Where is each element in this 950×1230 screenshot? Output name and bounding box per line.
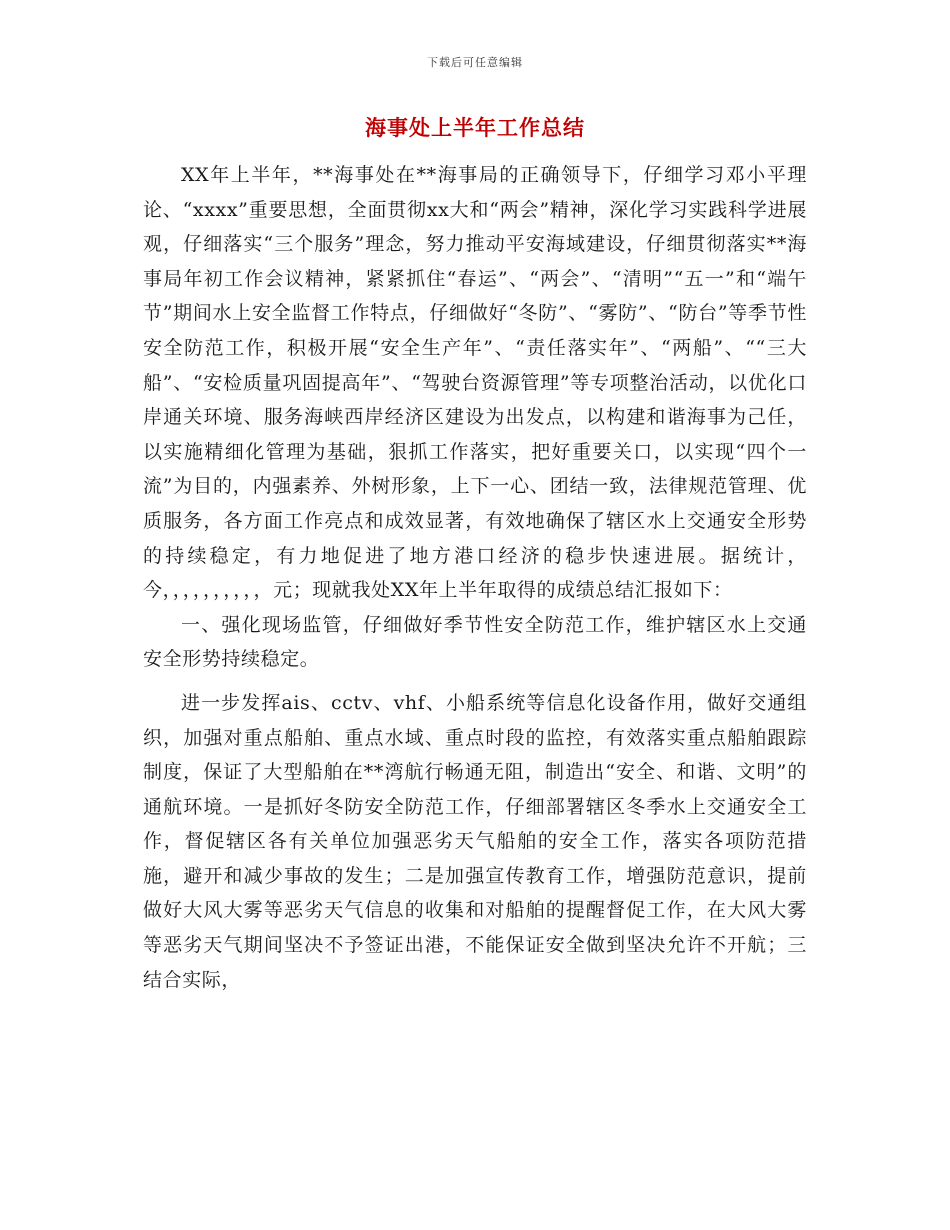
paragraph-section-one-heading: 一、强化现场监管，仔细做好季节性安全防范工作，维护辖区水上交通安全形势持续稳定。 <box>143 613 807 671</box>
document-title: 海事处上半年工作总结 <box>365 116 585 140</box>
paragraph-intro: XX年上半年，**海事处在**海事局的正确领导下，仔细学习邓小平理论、“xxxx”重要思想，全面贯彻xx大和“两会”精神，深化学习实践科学进展观，仔细落实“三个服务”理念，努力推动平安海域建设，仔细贯彻落实**海事局年初工作会议精神，紧紧抓住“春运”、“两会”、“清明”“五一”和“端午节”期间水上安全监督工作特点，仔细做好“冬防”、“雾防”、“防台”等季节性安全防范工作，积极开展“安全生产年”、“责任落实年”、“两船”、““三大船”、“安检质量巩固提高年”、“驾驶台资源管理”等专项整治活动，以优化口岸通关环境、服务海峡西岸经济区建设为出发点，以构建和谐海事为己任，以实施精细化管理为基础，狠抓工作落实，把好重要关口，以实现“四个一流”为目的，内强素养、外树形象，上下一心、团结一致，法律规范管理、优质服务，各方面工作亮点和成效显著，有效地确保了辖区水上交通安全形势的持续稳定，有力地促进了地方港口经济的稳步快速进展。据统计，今，，，，，，，，，，元；现就我处XX年上半年取得的成绩总结汇报如下： <box>143 164 807 602</box>
header-note: 下载后可任意编辑 <box>427 56 523 69</box>
document-body <box>143 158 807 997</box>
paragraph-section-one-body: 进一步发挥ais、cctv、vhf、小船系统等信息化设备作用，做好交通组织，加强对重点船舶、重点水域、重点时段的监控，有效落实重点船舶跟踪制度，保证了大型船舶在**湾航行畅通无阻，制造出“安全、和谐、文明”的通航环境。一是抓好冬防安全防范工作，仔细部署辖区冬季水上交通安全工作，督促辖区各有关单位加强恶劣天气船舶的安全工作，落实各项防范措施，避开和减少事故的发生；二是加强宣传教育工作，增强防范意识，提前做好大风大雾等恶劣天气信息的收集和对船舶的提醒督促工作，在大风大雾等恶劣天气期间坚决不予签证出港，不能保证安全做到坚决允许不开航；三结合实际， <box>143 691 807 991</box>
